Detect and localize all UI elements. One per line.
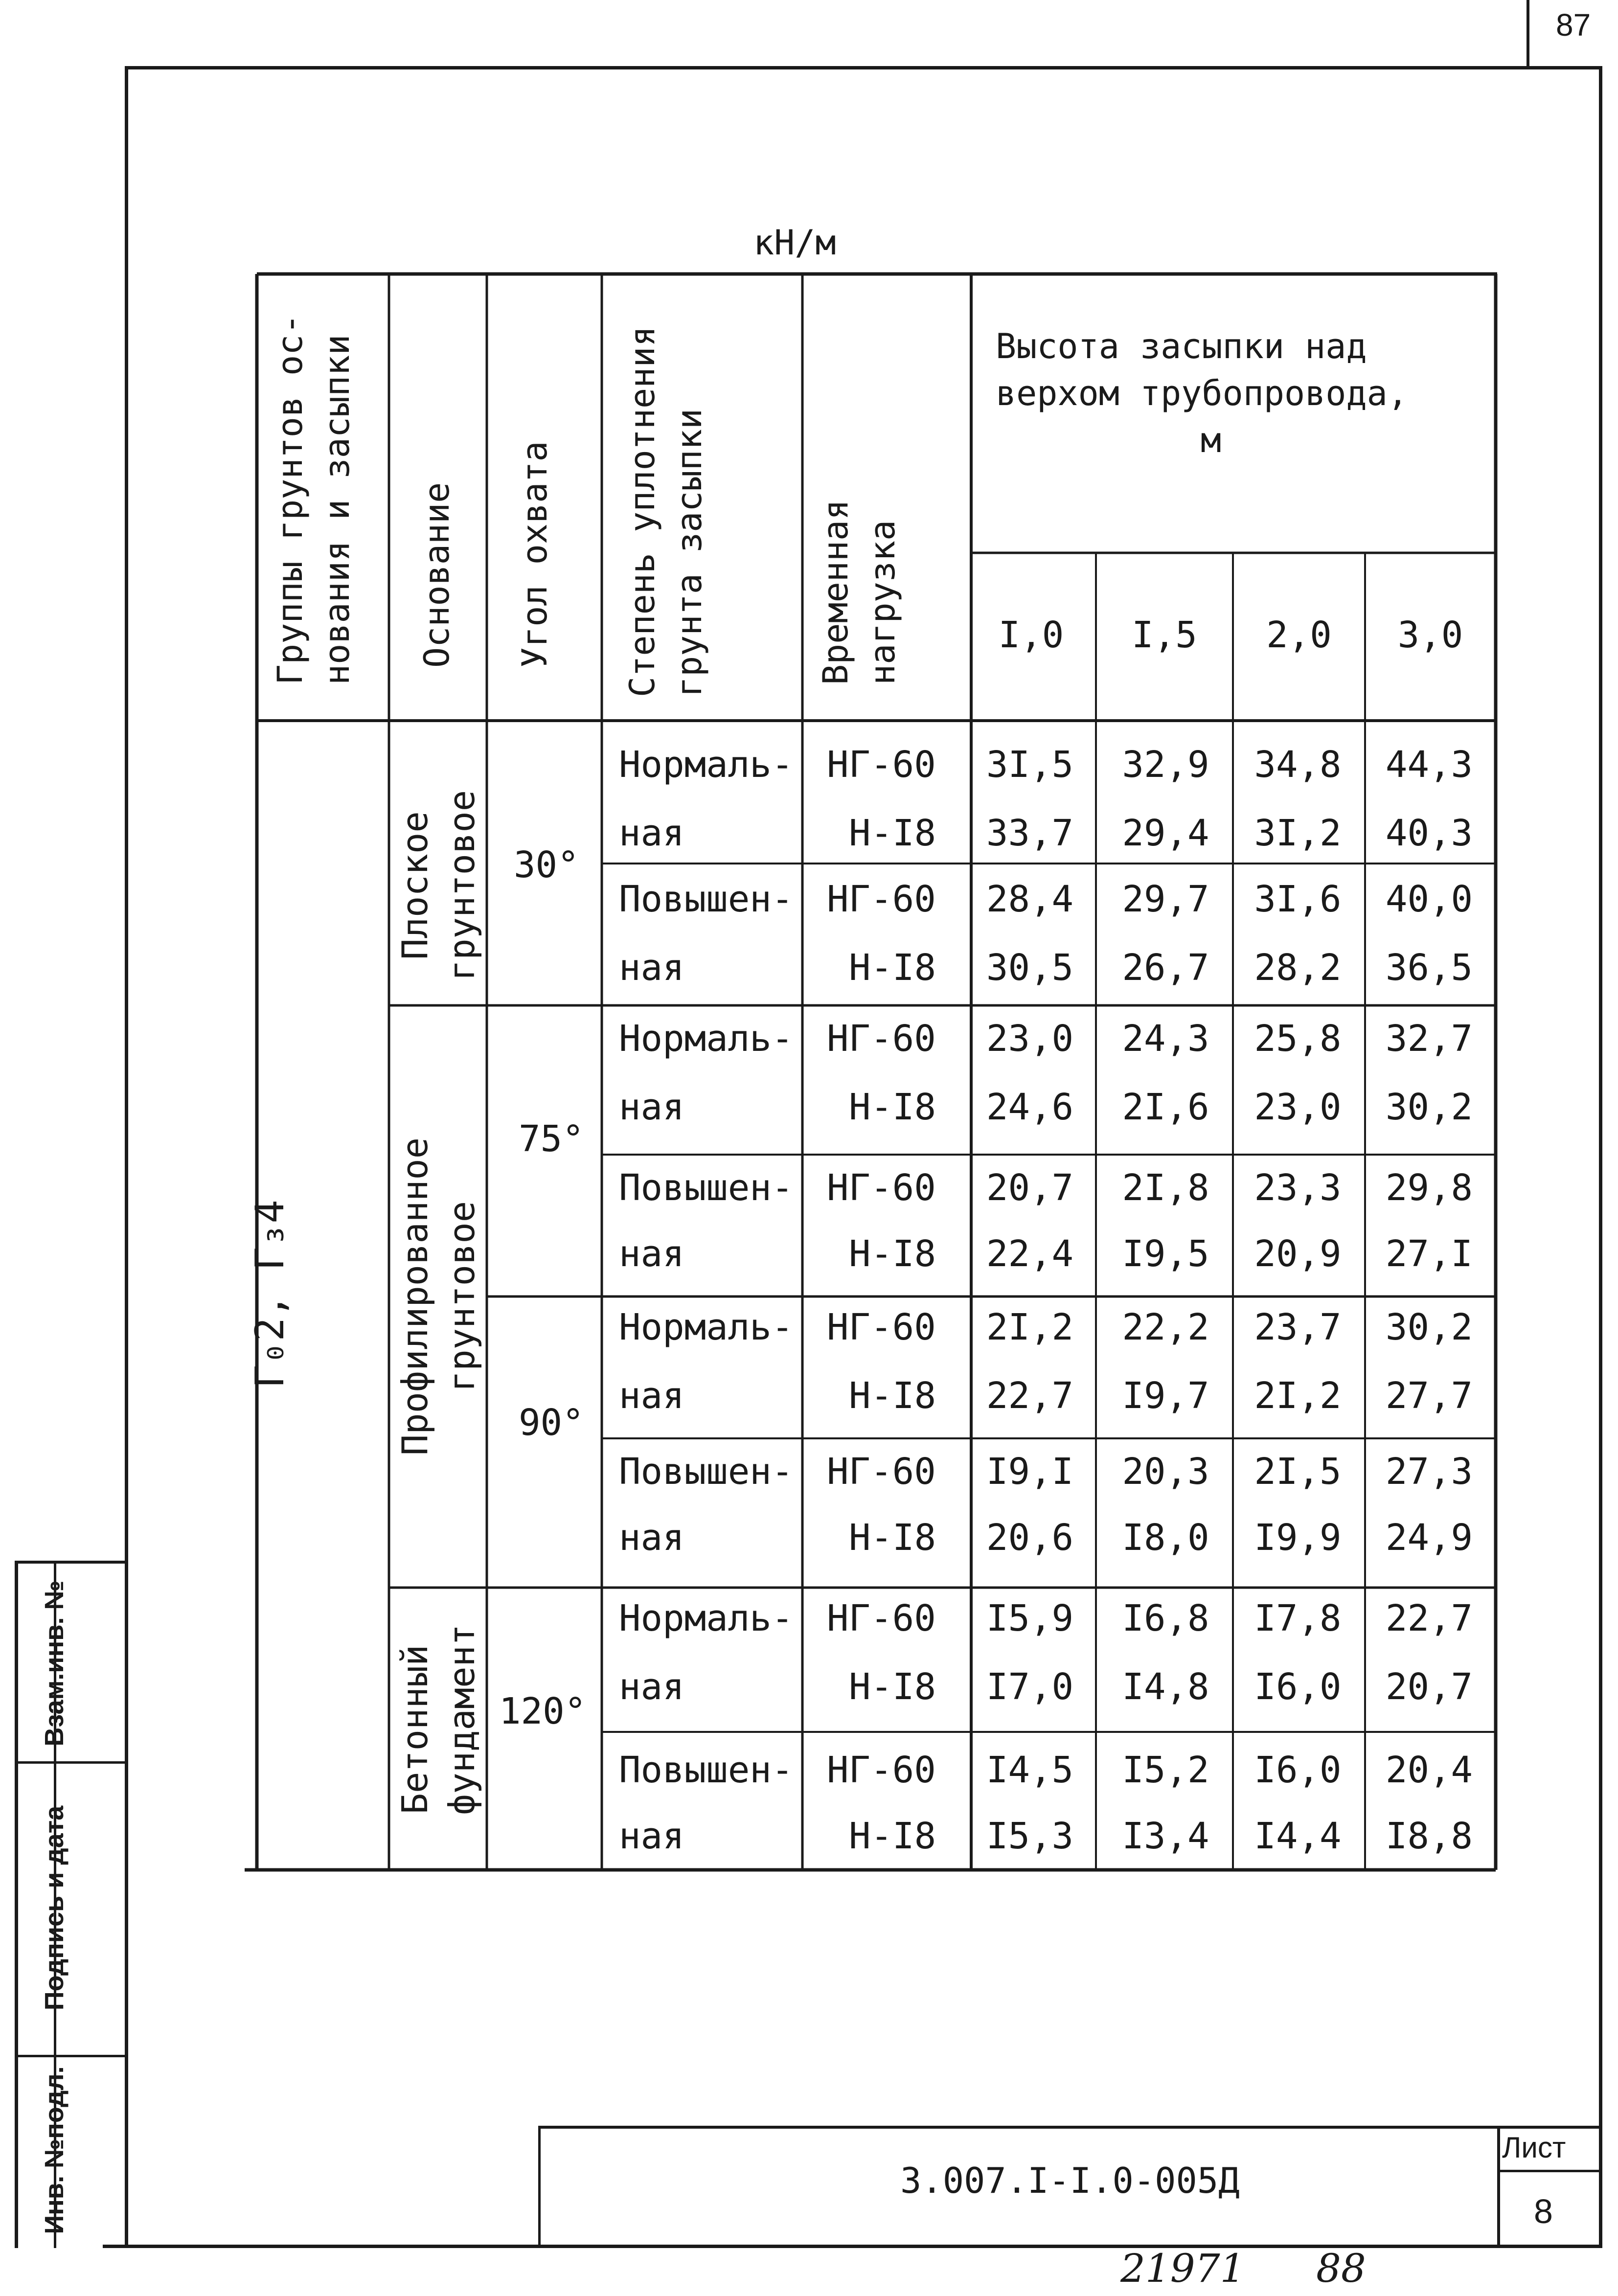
table-cell: 30,2 [1385, 1306, 1473, 1348]
sheet-number: 8 [1534, 2192, 1553, 2230]
table-cell: 3I,2 [1254, 812, 1342, 854]
table-cell: I9,7 [1122, 1375, 1209, 1417]
compaction-label: Нормаль- [619, 1306, 794, 1348]
handwritten-number-2: 88 [1316, 2246, 1366, 2291]
stamp-sign-date: Подпись и дата [40, 1805, 69, 2011]
table-cell: 20,9 [1254, 1233, 1342, 1275]
base-flat-soil [391, 788, 484, 983]
header-load [812, 440, 910, 685]
header-height-line2: верхом трубопровода, [996, 373, 1408, 413]
table-cell: 2I,8 [1122, 1167, 1209, 1209]
unit-label: кН/м [753, 223, 836, 263]
table-cell: I5,2 [1122, 1749, 1209, 1791]
compaction-label: ная [619, 1666, 684, 1708]
load-label: НГ-60 [827, 1018, 936, 1060]
header-load-line1: Временная [816, 499, 856, 685]
compaction-label: Нормаль- [619, 1597, 794, 1639]
table-cell: 23,7 [1254, 1306, 1342, 1348]
table-cell: 24,3 [1122, 1018, 1209, 1060]
table-cell: 23,0 [986, 1018, 1074, 1060]
table-cell: 22,7 [1385, 1597, 1473, 1639]
table-cell: I7,8 [1254, 1597, 1342, 1639]
title-block-sheet-line [1497, 2170, 1602, 2172]
load-label: НГ-60 [827, 1306, 936, 1348]
table-cell: 28,2 [1254, 947, 1342, 989]
header-load-line2: нагрузка [863, 520, 903, 685]
header-height-line1: Высота засыпки над [996, 326, 1367, 366]
height-col-2: I,5 [1132, 614, 1197, 656]
document-code: 3.007.I-I.0-005Д [900, 2160, 1240, 2201]
base-concrete-line2: фундамент [441, 1624, 482, 1815]
table-cell: I5,9 [986, 1597, 1074, 1639]
compaction-label: ная [619, 812, 684, 854]
table-cell: 27,I [1385, 1233, 1473, 1275]
angle-75: 75° [519, 1118, 584, 1160]
table-cell: 44,3 [1385, 744, 1473, 786]
table-cell: I6,8 [1122, 1597, 1209, 1639]
header-height [996, 323, 1426, 464]
header-compaction [619, 306, 717, 697]
table-cell: 40,0 [1385, 878, 1473, 920]
soil-group-value: Г₀2, Г₃4 [247, 1200, 293, 1388]
base-profiled-soil [391, 1106, 484, 1487]
load-label: НГ-60 [827, 1749, 936, 1791]
table-cell: I5,3 [986, 1815, 1074, 1857]
table-cell: I9,9 [1254, 1517, 1342, 1559]
compaction-label: Повышен- [619, 1451, 794, 1493]
table-cell: I8,0 [1122, 1517, 1209, 1559]
header-compaction-line1: Степень уплотнения [622, 326, 662, 697]
table-cell: 20,4 [1385, 1749, 1473, 1791]
compaction-label: Повышен- [619, 878, 794, 920]
compaction-label: ная [619, 1815, 684, 1857]
compaction-label: ная [619, 1375, 684, 1417]
table-cell: I4,8 [1122, 1666, 1209, 1708]
load-label: Н-I8 [849, 1666, 936, 1708]
table-cell: 32,7 [1385, 1018, 1473, 1060]
angle-90: 90° [519, 1402, 584, 1444]
header-soil-groups-line1: Группы грунтов ос- [270, 314, 310, 685]
table-cell: I4,4 [1254, 1815, 1342, 1857]
table-cell: 27,3 [1385, 1451, 1473, 1493]
compaction-label: Нормаль- [619, 744, 794, 786]
load-label: Н-I8 [849, 812, 936, 854]
angle-120: 120° [499, 1690, 587, 1732]
header-soil-groups [267, 264, 365, 685]
table-cell: 26,7 [1122, 947, 1209, 989]
compaction-label: Повышен- [619, 1749, 794, 1791]
compaction-label: ная [619, 947, 684, 989]
header-base: Основание [417, 482, 457, 668]
title-block-top [538, 2126, 1602, 2129]
header-compaction-line2: грунта засыпки [669, 408, 709, 697]
table-cell: 2I,5 [1254, 1451, 1342, 1493]
table-cell: 20,3 [1122, 1451, 1209, 1493]
table-cell: 40,3 [1385, 812, 1473, 854]
table-cell: 20,7 [1385, 1666, 1473, 1708]
compaction-label: ная [619, 1233, 684, 1275]
title-block-left [538, 2126, 541, 2248]
base-concrete-line1: Бетонный [394, 1644, 435, 1815]
table-cell: 30,5 [986, 947, 1074, 989]
table-cell: 29,4 [1122, 812, 1209, 854]
load-label: Н-I8 [849, 1233, 936, 1275]
table-cell: 24,6 [986, 1086, 1074, 1128]
height-col-3: 2,0 [1266, 614, 1332, 656]
height-col-4: 3,0 [1397, 614, 1463, 656]
load-label: Н-I8 [849, 1815, 936, 1857]
table-cell: 2I,2 [986, 1306, 1074, 1348]
table-cell: 20,6 [986, 1517, 1074, 1559]
load-label: НГ-60 [827, 1451, 936, 1493]
compaction-label: ная [619, 1086, 684, 1128]
table-cell: 22,4 [986, 1233, 1074, 1275]
table-cell: I3,4 [1122, 1815, 1209, 1857]
table-cell: 23,0 [1254, 1086, 1342, 1128]
header-height-line3: м [1200, 420, 1222, 460]
stamp-vzam: Взам.инв. № [40, 1580, 69, 1747]
handwritten-number-1: 21971 [1120, 2246, 1245, 2291]
table-cell: 23,3 [1254, 1167, 1342, 1209]
height-col-1: I,0 [998, 614, 1064, 656]
page-number: 87 [1556, 7, 1591, 43]
table-cell: 22,7 [986, 1375, 1074, 1417]
table-cell: 32,9 [1122, 744, 1209, 786]
table-cell: 28,4 [986, 878, 1074, 920]
table-cell: 24,9 [1385, 1517, 1473, 1559]
compaction-label: Повышен- [619, 1167, 794, 1209]
load-label: Н-I8 [849, 1375, 936, 1417]
table-cell: 3I,6 [1254, 878, 1342, 920]
table-cell: 2I,6 [1122, 1086, 1209, 1128]
table-cell: 20,7 [986, 1167, 1074, 1209]
table-cell: I8,8 [1385, 1815, 1473, 1857]
table-cell: I9,I [986, 1451, 1074, 1493]
table-cell: 2I,2 [1254, 1375, 1342, 1417]
table-cell: 25,8 [1254, 1018, 1342, 1060]
compaction-label: Нормаль- [619, 1018, 794, 1060]
sheet-label: Лист [1502, 2131, 1566, 2164]
load-label: Н-I8 [849, 947, 936, 989]
table-cell: 33,7 [986, 812, 1074, 854]
table-cell: 27,7 [1385, 1375, 1473, 1417]
load-label: НГ-60 [827, 1167, 936, 1209]
load-label: Н-I8 [849, 1517, 936, 1559]
compaction-label: ная [619, 1517, 684, 1559]
header-angle: Угол охвата [515, 441, 555, 668]
table-cell: 3I,5 [986, 744, 1074, 786]
table-cell: 29,8 [1385, 1167, 1473, 1209]
load-label: Н-I8 [849, 1086, 936, 1128]
table-cell: 29,7 [1122, 878, 1209, 920]
table-cell: 30,2 [1385, 1086, 1473, 1128]
base-profiled-line1: Профилированное [394, 1137, 435, 1456]
load-label: НГ-60 [827, 744, 936, 786]
table-cell: I7,0 [986, 1666, 1074, 1708]
load-label: НГ-60 [827, 1597, 936, 1639]
base-profiled-line2: грунтовое [441, 1201, 482, 1392]
base-flat-line1: Плоское [394, 811, 435, 960]
stamp-inv-podl: Инв. №подл. [40, 2066, 69, 2234]
base-flat-line2: грунтовое [441, 790, 482, 981]
title-block-sheet-divider [1497, 2126, 1500, 2248]
table-cell: I4,5 [986, 1749, 1074, 1791]
base-concrete [391, 1624, 484, 1815]
table-cell: 36,5 [1385, 947, 1473, 989]
angle-30: 30° [514, 844, 579, 886]
table-cell: I6,0 [1254, 1666, 1342, 1708]
table-cell: 34,8 [1254, 744, 1342, 786]
table-cell: I9,5 [1122, 1233, 1209, 1275]
load-label: НГ-60 [827, 878, 936, 920]
header-soil-groups-line2: нования и засыпки [317, 334, 357, 685]
table-cell: 22,2 [1122, 1306, 1209, 1348]
table-cell: I6,0 [1254, 1749, 1342, 1791]
